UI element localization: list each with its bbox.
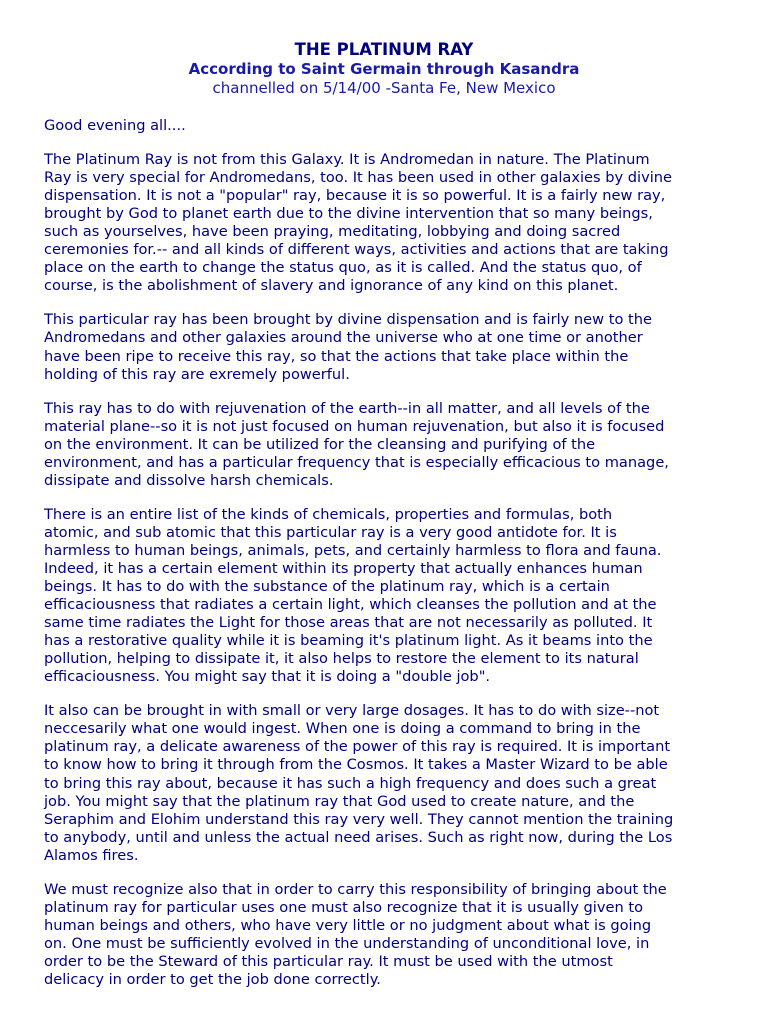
paragraph-line: ceremonies for.-- and all kinds of different ways, activities and actions that are taking xyxy=(44,241,669,259)
paragraph-line: on. One must be sufficiently evolved in the understanding of unconditional love, in xyxy=(44,934,650,952)
body-paragraph xyxy=(44,702,730,864)
paragraph-line: such as yourselves, have been praying, meditating, lobbying and doing sacred xyxy=(44,223,621,241)
paragraph-line: We must recognize also that in order to carry this responsibility of bringing about the xyxy=(44,880,667,898)
paragraph-line: This ray has to do with rejuvenation of the earth--in all matter, and all levels of the xyxy=(44,399,650,417)
paragraph-line: atomic, and sub atomic that this particular ray is a very good antidote for. It is xyxy=(44,523,617,541)
paragraph-line: efficaciousness that radiates a certain light, which cleanses the pollution and at the xyxy=(44,596,657,614)
document-body xyxy=(44,117,730,989)
document-header xyxy=(44,40,724,97)
paragraph-line: neccesarily what one would ingest. When one is doing a command to bring in the xyxy=(44,720,641,738)
paragraph-line: same time radiates the Light for those areas that are not necessarily as polluted. It xyxy=(44,614,653,632)
paragraph-line: beings. It has to do with the substance of the platinum ray, which is a certain xyxy=(44,578,610,596)
paragraph-line: platinum ray for particular uses one must also recognize that it is usually given to xyxy=(44,898,644,916)
document-title: THE PLATINUM RAY xyxy=(294,40,474,59)
paragraph-line: Andromedans and other galaxies around the universe who at one time or another xyxy=(44,329,643,347)
paragraph-line: There is an entire list of the kinds of chemicals, properties and formulas, both xyxy=(44,505,613,523)
document-page xyxy=(44,40,730,1005)
paragraph-line: place on the earth to change the status quo, as it is called. And the status quo, of xyxy=(44,259,642,277)
body-paragraph xyxy=(44,117,730,135)
paragraph-line: The Platinum Ray is not from this Galaxy. It is Andromedan in nature. The Platinum xyxy=(44,151,650,169)
body-paragraph xyxy=(44,151,730,295)
document-dateline: channelled on 5/14/00 -Santa Fe, New Mexico xyxy=(212,79,556,97)
paragraph-line: to know how to bring it through from the Cosmos. It takes a Master Wizard to be able xyxy=(44,756,668,774)
document-subtitle: According to Saint Germain through Kasandra xyxy=(188,60,580,78)
paragraph-line: order to be the Steward of this particular ray. It must be used with the utmost xyxy=(44,952,613,970)
paragraph-line: Good evening all.... xyxy=(44,117,186,134)
paragraph-line: has a restorative quality while it is beaming it's platinum light. As it beams into the xyxy=(44,632,653,650)
paragraph-line: It also can be brought in with small or very large dosages. It has to do with size--not xyxy=(44,702,660,720)
paragraph-line: to bring this ray about, because it has such a high frequency and does such a great xyxy=(44,774,657,792)
paragraph-line: dispensation. It is not a "popular" ray, because it is so powerful. It is a fairly new ray, xyxy=(44,187,666,205)
paragraph-line: efficaciousness. You might say that it is doing a "double job". xyxy=(44,668,491,686)
body-paragraph xyxy=(44,881,730,989)
paragraph-line: This particular ray has been brought by divine dispensation and is fairly new to the xyxy=(44,311,652,329)
paragraph-line: have been ripe to receive this ray, so that the actions that take place within the xyxy=(44,347,629,365)
paragraph-line: delicacy in order to get the job done correctly. xyxy=(44,970,381,988)
paragraph-line: human beings and others, who have very little or no judgment about what is going xyxy=(44,916,652,934)
paragraph-line: job. You might say that the platinum ray that God used to create nature, and the xyxy=(44,792,635,810)
paragraph-line: to anybody, until and unless the actual need arises. Such as right now, during the Los xyxy=(44,828,673,846)
paragraph-line: dissipate and dissolve harsh chemicals. xyxy=(44,471,334,489)
paragraph-line: Seraphim and Elohim understand this ray very well. They cannot mention the training xyxy=(44,810,674,828)
paragraph-line: platinum ray, a delicate awareness of the power of this ray is required. It is important xyxy=(44,738,671,756)
paragraph-line: material plane--so it is not just focused on human rejuvenation, but also it is focused xyxy=(44,417,665,435)
paragraph-line: course, is the abolishment of slavery and ignorance of any kind on this planet. xyxy=(44,277,619,295)
body-paragraph xyxy=(44,506,730,686)
paragraph-line: Alamos fires. xyxy=(44,846,139,864)
paragraph-line: brought by God to planet earth due to the divine intervention that so many beings, xyxy=(44,205,653,223)
paragraph-line: Indeed, it has a certain element within its property that actually enhances human xyxy=(44,559,643,577)
body-paragraph xyxy=(44,400,730,490)
paragraph-line: on the environment. It can be utilized for the cleansing and purifying of the xyxy=(44,435,596,453)
paragraph-line: environment, and has a particular frequency that is especially efficacious to manage, xyxy=(44,453,669,471)
paragraph-line: Ray is very special for Andromedans, too. It has been used in other galaxies by divine xyxy=(44,169,673,187)
paragraph-line: harmless to human beings, animals, pets, and certainly harmless to flora and fauna. xyxy=(44,541,662,559)
paragraph-line: pollution, helping to dissipate it, it also helps to restore the element to its natural xyxy=(44,650,639,668)
paragraph-line: holding of this ray are exremely powerful. xyxy=(44,365,350,383)
body-paragraph xyxy=(44,311,730,383)
